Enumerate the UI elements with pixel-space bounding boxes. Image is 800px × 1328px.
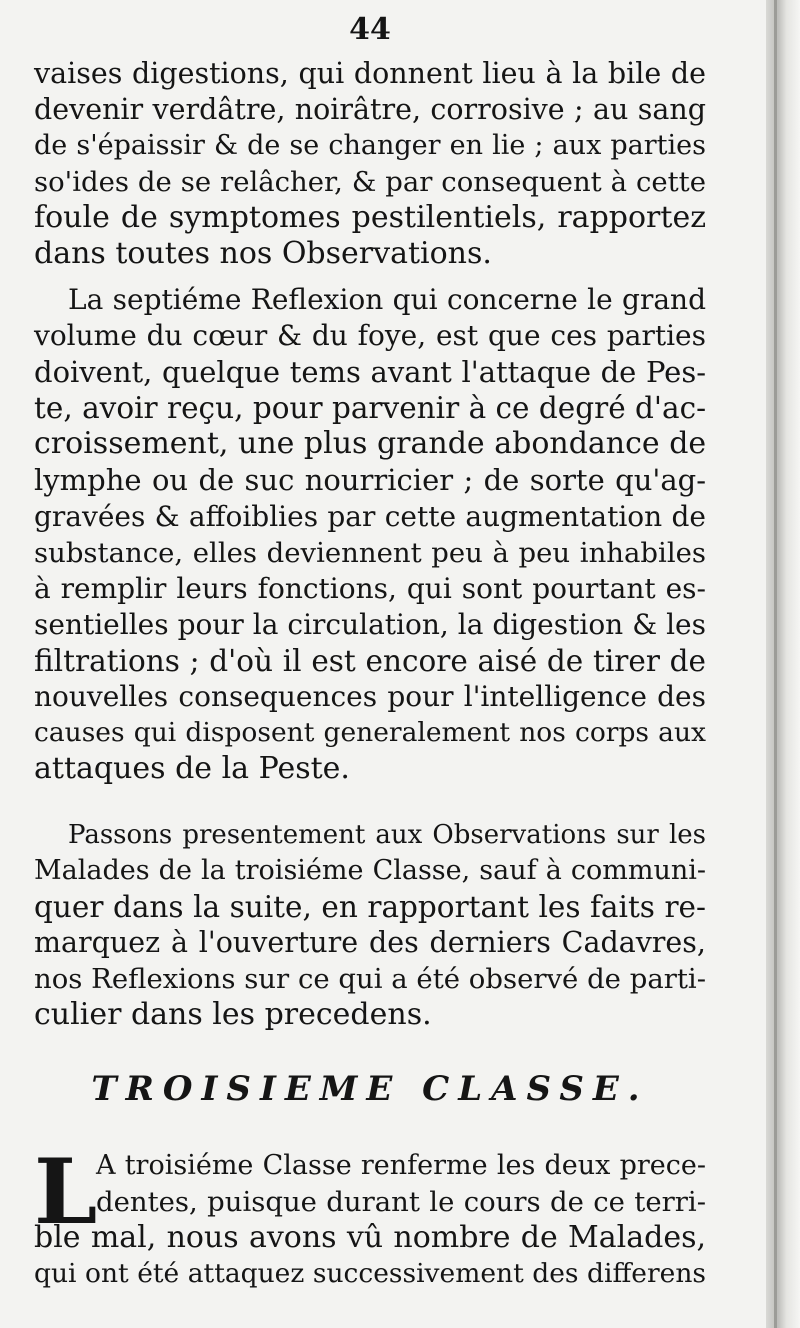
text-line: doivent, quelque tems avant l'attaque de Pes- xyxy=(34,355,706,390)
text-line: causes qui disposent generalement nos corps aux xyxy=(34,717,706,749)
binding-shadow xyxy=(774,0,777,1328)
text-line: La septiéme Reflexion qui concerne le grand xyxy=(68,283,706,316)
text-line: Passons presentement aux Observations sur les xyxy=(68,820,706,850)
text-line: vaises digestions, qui donnent lieu à la bile de xyxy=(34,57,706,90)
text-line: quer dans la suite, en rapportant les faits re- xyxy=(34,890,706,925)
text-line: dans toutes nos Observations. xyxy=(34,236,492,272)
text-line: Malades de la troisiéme Classe, sauf à communi- xyxy=(34,855,706,887)
text-line: te, avoir reçu, pour parvenir à ce degré d'ac- xyxy=(34,391,707,426)
text-line: sentielles pour la circulation, la digestion & les xyxy=(34,607,706,641)
text-line: gravées & affoiblies par cette augmentation de xyxy=(34,499,706,533)
text-line: volume du cœur & du foye, est que ces parties xyxy=(34,319,706,353)
paragraph-passons xyxy=(34,817,706,1034)
text-line: nos Reflexions sur ce qui a été observé de parti- xyxy=(34,963,706,996)
text-line: ble mal, nous avons vû nombre de Malades, xyxy=(34,1220,706,1256)
page-edge xyxy=(766,0,800,1328)
text-line: devenir verdâtre, noirâtre, corrosive ; au sang xyxy=(34,93,706,127)
paragraph-third-class xyxy=(34,1139,706,1292)
text-line: lymphe ou de suc nourricier ; de sorte qu'ag- xyxy=(34,463,706,498)
text-line: croissement, une plus grande abondance de xyxy=(34,426,707,462)
text-line: A troisiéme Classe renferme les deux prece- xyxy=(96,1150,706,1181)
drop-cap: L xyxy=(34,1139,98,1245)
section-heading: TROISIEME CLASSE. xyxy=(91,1069,649,1109)
text-line: marquez à l'ouverture des derniers Cadavres, xyxy=(34,926,706,960)
text-line: à remplir leurs fonctions, qui sont pourtant es- xyxy=(34,571,706,605)
text-line: substance, elles deviennent peu à peu inhabiles xyxy=(34,536,706,569)
text-line: filtrations ; d'où il est encore aisé de tirer de xyxy=(34,643,706,678)
paragraph-continued xyxy=(34,56,706,273)
text-line: culier dans les precedens. xyxy=(34,997,432,1033)
text-line: nouvelles consequences pour l'intelligence des xyxy=(34,680,706,714)
text-line: so'ides de se relâcher, & par consequent à cette xyxy=(34,166,706,199)
text-line: qui ont été attaquez successivement des differens xyxy=(34,1258,706,1290)
text-line: dentes, puisque durant le cours de ce terri- xyxy=(96,1186,706,1219)
text-line: attaques de la Peste. xyxy=(34,751,350,787)
text-line: de s'épaissir & de se changer en lie ; aux parties xyxy=(34,130,706,162)
paragraph-seventh-reflexion xyxy=(34,282,706,787)
text-line: foule de symptomes pestilentiels, rapportez xyxy=(34,200,706,236)
page-number: 44 xyxy=(349,12,391,47)
